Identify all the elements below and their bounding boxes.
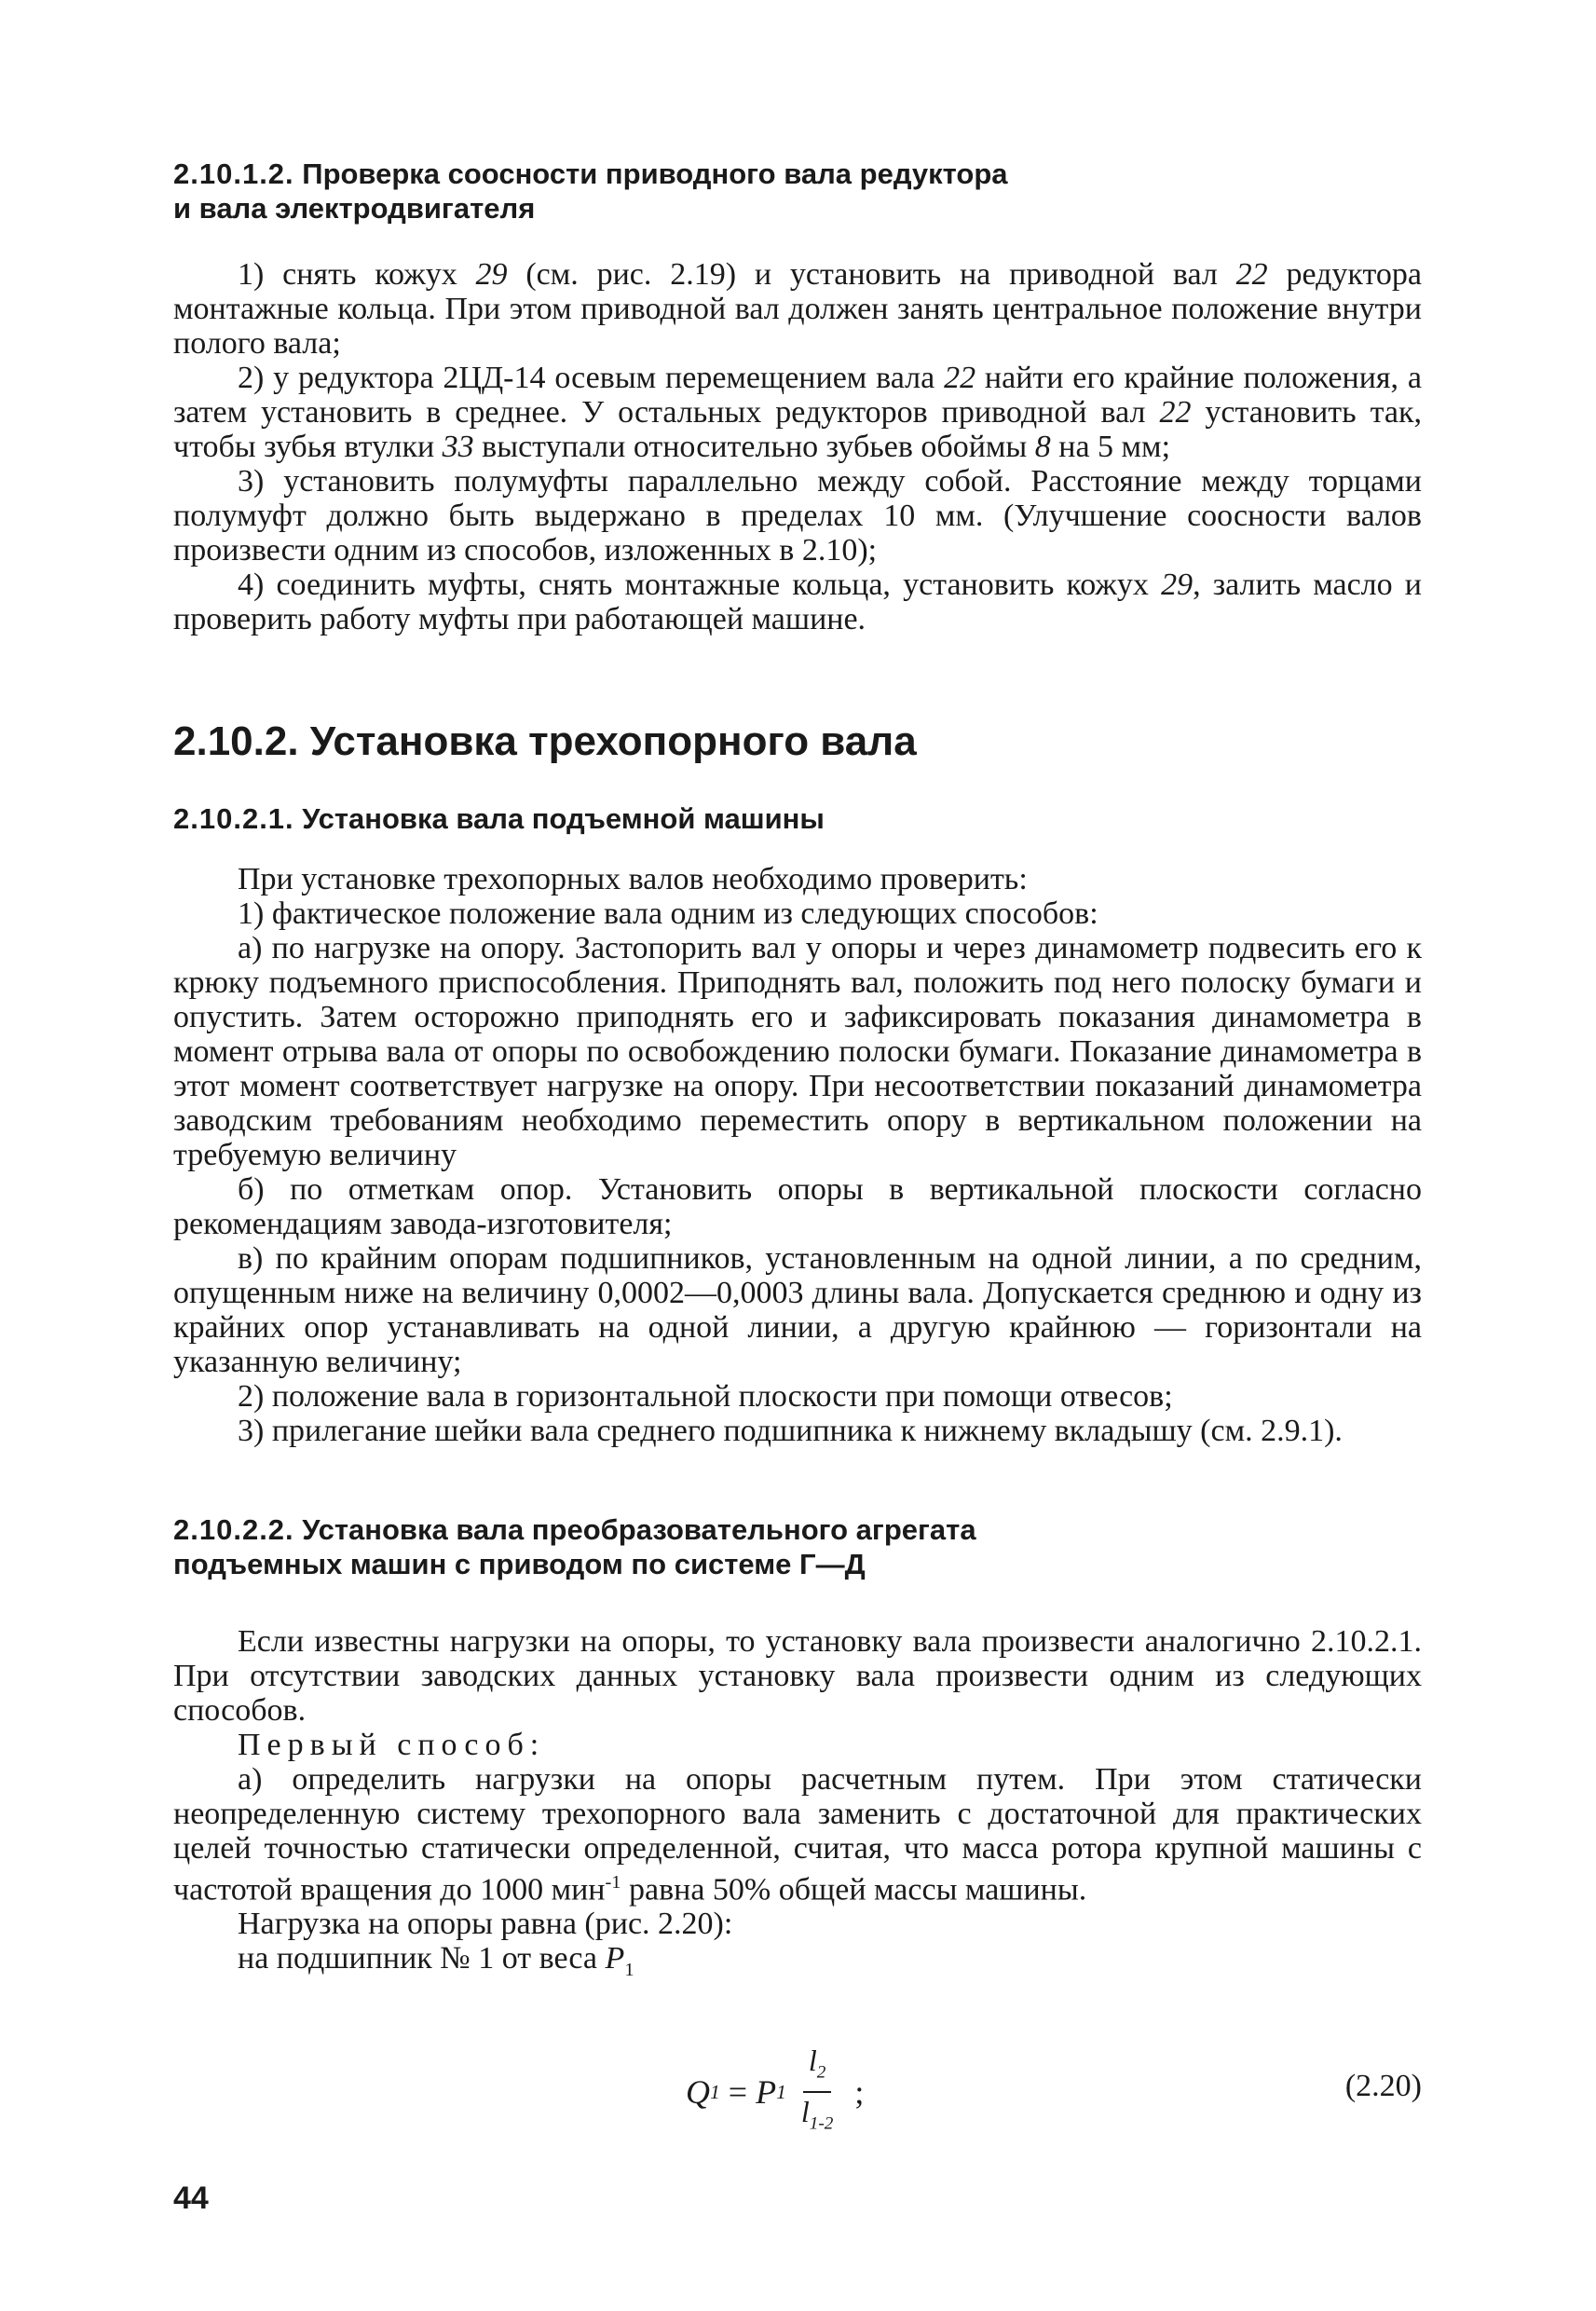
ref-number: 22 [1159,395,1192,430]
paragraph: а) по нагрузке на опору. Застопорить вал у опоры и через динамометр подвесить его к крюку подъемного приспособления. Приподнять вал, положить под него полоску бумаги и опустить. Затем осторожно приподнять его и зафиксировать показания динамометра в момент отрыва вала от опоры по освобождению полоски бумаги. Показание динамометра в этот момент соответствует нагрузке на опору. При несоответствии показаний динамометра заводским требованиям необходимо переместить опору в вертикальном положении на требуемую величину [173,931,1422,1172]
ref-number: 22 [1235,257,1268,292]
paragraph: 3) прилегание шейки вала среднего подшипника к нижнему вкладышу (см. 2.9.1). [238,1414,1343,1448]
paragraph: 1) снять кожух 29 (см. рис. 2.19) и установить на приводной вал 22 редуктора монтажные кольца. При этом приводной вал должен занять центральное положение внутри полого вала; [173,257,1422,361]
formula-expression: Q 1 = P 1 $\frac{l_2}{l_{1-2}}$ ; [686,2041,864,2143]
section-2-10-2-1-heading [173,801,1422,836]
section-title: Установка вала преобразовательного агрегата [302,1513,976,1546]
ref-number: 29 [1161,567,1194,602]
section-2-10-2-1-body [173,862,1422,1448]
section-2-10-2-heading [173,718,1422,766]
paragraph: 3) установить полумуфты параллельно между собой. Расстояние между торцами полумуфт должно быть выдержано в пределах 10 мм. (Улучшение соосности валов произвести одним из способов, изложенных в 2.10); [173,464,1422,567]
paragraph: 1) фактическое положение вала одним из следующих способов: [238,896,1098,931]
paragraph: Нагрузка на опоры равна (рис. 2.20): [238,1907,733,1942]
method-label: Первый способ: [238,1728,546,1762]
ref-number: 8 [1034,430,1051,464]
paragraph: При установке трехопорных валов необходимо проверить: [238,862,1028,896]
section-number: 2.10.1.2. [173,157,294,190]
paragraph: а) определить нагрузки на опоры расчетным путем. При этом статически неопределенную систему трехопорного вала заменить с достаточной для практических целей точностью статически определенной, считая, что масса ротора крупной машины с частотой вращения до 1000 мин$^{-1}$ равна 50% общей массы машины. [173,1762,1422,1908]
section-2-10-1-2-body [173,257,1422,636]
paragraph: в) по крайним опорам подшипников, установленным на одной линии, а по средним, опущенным ниже на величину 0,0002—0,0003 длины вала. Допускается среднюю и одну из крайних опор устанавливать на одной линии, а другую крайнюю — горизонтали на указанную величину; [173,1241,1422,1379]
section-title-line2: подъемных машин с приводом по системе Г—Д [173,1548,866,1580]
section-2-10-2-2-body [173,1624,1422,1988]
paragraph: на подшипник № 1 от веса $P_1$ [238,1941,634,1981]
paragraph: 2) у редуктора 2ЦД-14 осевым перемещением вала 22 найти его крайние положения, а затем установить в среднее. У остальных редукторов приводной вал 22 установить так, чтобы зубья втулки 33 выступали относительно зубьев обоймы 8 на 5 мм; [173,361,1422,464]
page-number: 44 [173,2181,209,2216]
section-title: Установка трехопорного вала [309,718,917,764]
paragraph: 2) положение вала в горизонтальной плоскости при помощи отвесов; [238,1379,1173,1414]
paragraph: Если известны нагрузки на опоры, то установку вала произвести аналогично 2.10.2.1. При отсутствии заводских данных установку вала произвести одним из следующих способов. [173,1624,1422,1728]
section-2-10-2-2-heading [173,1512,1422,1581]
section-number: 2.10.2.2. [173,1513,294,1546]
section-title: Установка вала подъемной машины [302,802,825,835]
paragraph: б) по отметкам опор. Установить опоры в вертикальной плоскости согласно рекомендациям завода-изготовителя; [173,1172,1422,1241]
paragraph: 4) соединить муфты, снять монтажные кольца, установить кожух 29, залить масло и проверить работу муфты при работающей машине. [173,567,1422,636]
ref-number: 33 [442,430,474,464]
equation-number: (2.20) [1344,2069,1422,2103]
section-title-line2: и вала электродвигателя [173,192,536,225]
section-number: 2.10.2.1. [173,802,294,835]
section-number: 2.10.2. [173,718,299,764]
document-page [173,0,1422,2311]
section-title: Проверка соосности приводного вала редуктора [302,157,1008,190]
section-2-10-1-2-heading [173,157,1422,226]
formula-2-20 [173,2041,1422,2143]
fraction: $\frac{l_2}{l_{1-2}}$ [800,2043,834,2134]
ref-number: 29 [475,257,508,292]
ref-number: 22 [944,361,976,395]
